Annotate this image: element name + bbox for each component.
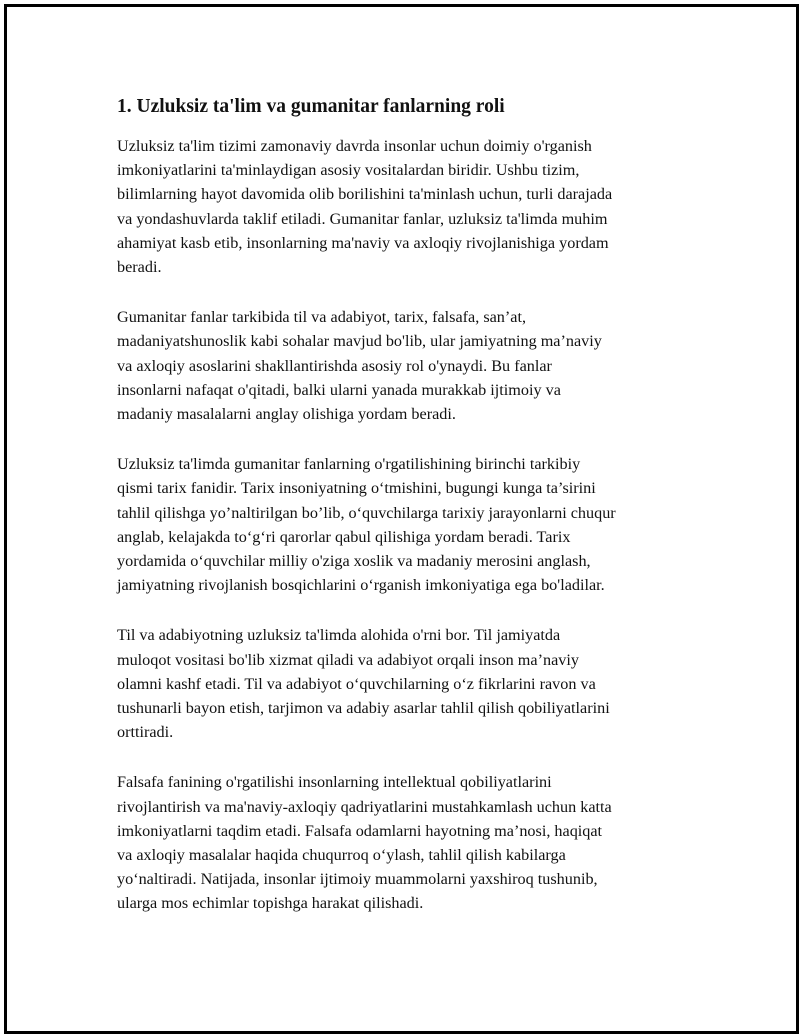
paragraph-1: Uzluksiz ta'lim tizimi zamonaviy davrda insonlar uchun doimiy o'rganish imkoniyatlarini ta'minlaydigan asosiy vositalardan biridir. Ushbu tizim, bilimlarning hayot davomida olib borilishini ta'minlash uchun, turli darajada va yondashuvlarda taklif etiladi. Gumanitar fanlar, uzluksiz ta'limda muhim ahamiyat kasb etib, insonlarning ma'naviy va axloqiy rivojlanishiga yordam beradi. [117, 137, 613, 277]
section-heading: 1. Uzluksiz ta'lim va gumanitar fanlarning roli [117, 96, 505, 117]
paragraph-5: Falsafa fanining o'rgatilishi insonlarning intellektual qobiliyatlarini rivojlantirish va ma'naviy-axloqiy qadriyatlarini mustahkamlash uchun katta imkoniyatlarni taqdim etadi. Falsafa odamlarni hayotning ma’nosi, haqiqat va axloqiy masalalar haqida chuqurroq o‘ylash, tahlil qilish kabilarga yo‘naltiradi. Natijada, insonlar ijtimoiy muammolarni yaxshiroq tushunib, ularga mos echimlar topishga harakat qilishadi. [117, 773, 612, 913]
paragraph-3: Uzluksiz ta'limda gumanitar fanlarning o'rgatilishining birinchi tarkibiy qismi tarix fanidir. Tarix insoniyatning o‘tmishini, bugungi kunga ta’sirini tahlil qilishga yo’naltirilgan bo’lib, o‘quvchilarga tarixiy jarayonlarni chuqur anglab, kelajakda to‘g‘ri qarorlar qabul qilishiga yordam beradi. Tarix yordamida o‘quvchilar milliy o'ziga xoslik va madaniy merosini anglash, jamiyatning rivojlanish bosqichlarini o‘rganish imkoniyatiga ega bo'ladilar. [117, 455, 616, 595]
paragraph-2: Gumanitar fanlar tarkibida til va adabiyot, tarix, falsafa, san’at, madaniyatshunoslik kabi sohalar mavjud bo'lib, ular jamiyatning ma’naviy va axloqiy asoslarini shakllantirishda asosiy rol o'ynaydi. Bu fanlar insonlarni nafaqat o'qitadi, balki ularni yanada murakkab ijtimoiy va madaniy masalalarni anglay olishiga yordam beradi. [117, 308, 602, 424]
document-body [117, 94, 689, 942]
paragraph-4: Til va adabiyotning uzluksiz ta'limda alohida o'rni bor. Til jamiyatda muloqot vositasi bo'lib xizmat qiladi va adabiyot orqali inson ma’naviy olamni kashf etadi. Til va adabiyot o‘quvchilarning o‘z fikrlarini ravon va tushunarli bayon etish, tarjimon va adabiy asarlar tahlil qilish qobiliyatlarini orttiradi. [117, 626, 610, 742]
